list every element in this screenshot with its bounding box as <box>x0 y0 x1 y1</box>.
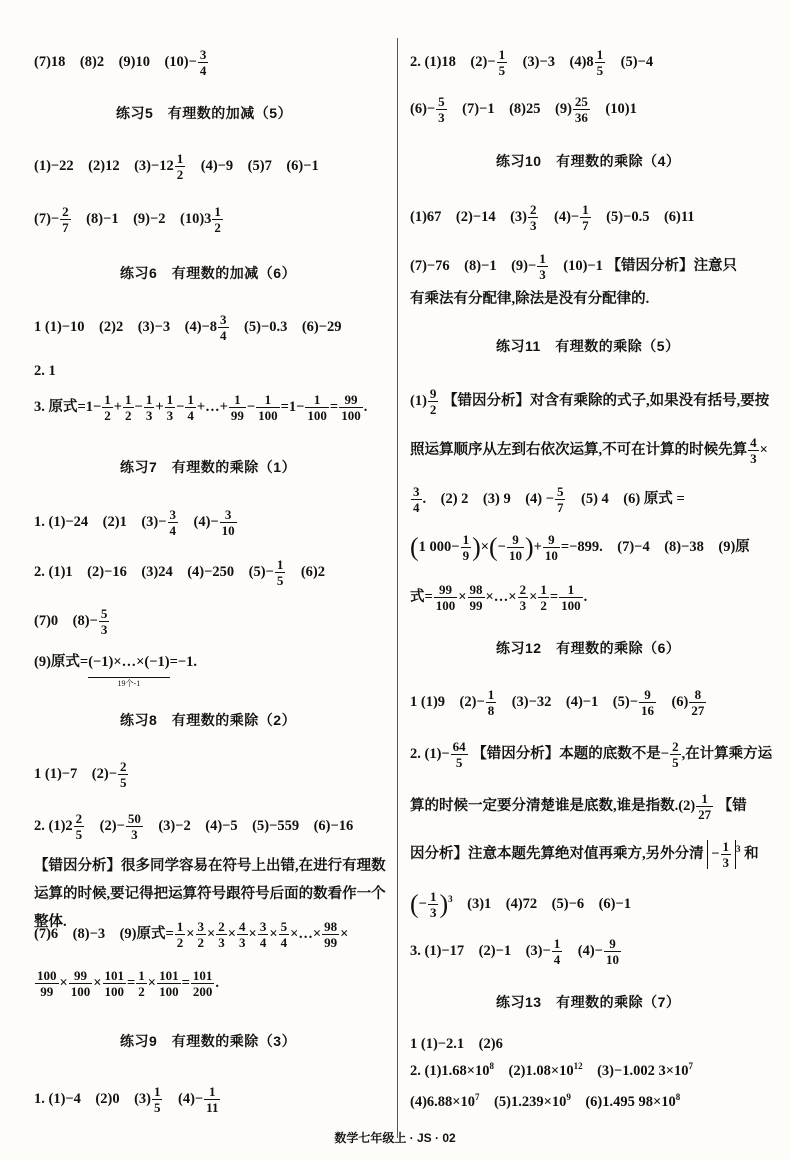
ex12-answers-q2: 2. (1)− $\frac{64}{5}$ 【错因分析】本题的底数不是− $\frac{2}{5}$ ,在计算乘方运 <box>410 739 773 770</box>
label-error-analysis: 【错因分析】 <box>34 858 121 874</box>
ex6-answers-q1: 1 (1)−10 (2)2 (3)−3 (4)−8 $\frac{3}{4}$ (5)−0.3 (6)−29 <box>34 312 342 343</box>
ex11-answers-line3: $\frac{3}{4}$ . (2) 2 (3) 9 (4) − $\frac{5}{7}$ (5) 4 (6) 原式 = <box>413 484 685 515</box>
label-original: 原式 <box>643 490 673 507</box>
ex8-answers-q2c: $\frac{100}{99}$ × $\frac{99}{100}$ × $\frac{101}{100}$ = $\frac{1}{2}$ × $\frac{101}{100}$ = $\frac{101}{200}$ . <box>37 968 219 999</box>
heading-ex13: 练习13 有理数的乘除（7） <box>496 994 681 1010</box>
page-footer: 数学七年级上 · JS · 02 <box>334 1131 456 1145</box>
ex9-answers-q1: 1. (1)−4 (2)0 (3) $\frac{1}{5}$ (4)− $\frac{1}{11}$ <box>34 1084 219 1115</box>
heading-ex8: 练习8 有理数的乘除（2） <box>120 712 297 728</box>
ex13-answers-q2b: $(4)6.88\times 10^7$ $(5)1.239\times 10^9$ (6)1.495 $98\times 10^8$ <box>410 1092 681 1110</box>
heading-ex9: 练习9 有理数的乘除（3） <box>120 1033 297 1049</box>
ex12-answers-q2b: (− $\frac{1}{3}$ )$^3$ (3)1 (4)72 (5)−6 (6)−1 <box>410 889 632 920</box>
ex4-answers-tail: (7)18 (8)2 (9)10 (10)− $\frac{3}{4}$ <box>34 47 207 78</box>
ex13-answers-q2: 2. $(1)1.68\times 10^8$ $(2)1.08\times 10^{12}$ (3)−1.002 $3\times 10^7$ <box>410 1061 694 1079</box>
ex7-answers-q2: 2. (1)1 (2)−16 (3)24 (4)−250 (5)− $\frac{1}{5}$ (6)2 <box>34 557 325 588</box>
ex8-answers-q1: 1 (1)−7 (2)− $\frac{2}{5}$ <box>34 759 127 790</box>
ex10-note-line2: 有乘法有分配律,除法是没有分配律的. <box>410 291 650 307</box>
label-original: 原式 <box>48 398 78 415</box>
ex12-note-line3: 因分析】注意本题先算绝对值再乘方,另外分清 − $\frac{1}{3}$ $^3$ 和 <box>410 839 759 870</box>
heading-ex5: 练习5 有理数的加减（5） <box>116 105 293 121</box>
label-original: 原式 <box>50 654 80 670</box>
ex11-answers-line1: (1) $\frac{9}{2}$ 【错因分析】对含有乘除的式子,如果没有括号,要按 <box>410 386 770 417</box>
heading-ex6: 练习6 有理数的加减（6） <box>120 265 297 281</box>
ex5-answers-line1: (1)−22 (2)12 (3)−12 $\frac{1}{2}$ (4)−9 (5)7 (6)−1 <box>34 151 319 182</box>
ex11-answers-line4: (1 000− $\frac{1}{9}$ )×(− $\frac{9}{10}$ )+ $\frac{9}{10}$ =−899. (7)−4 (8)−38 (9)原 <box>410 532 750 563</box>
ex12-answers-q3: 3. (1)−17 (2)−1 (3)− $\frac{1}{4}$ (4)− $\frac{9}{10}$ <box>410 936 619 967</box>
ex10-answers-line1: (1)67 (2)−14 (3) $\frac{2}{3}$ (4)− $\frac{1}{7}$ (5)−0.5 (6)11 <box>410 202 695 233</box>
ex12-answers-q1: 1 (1)9 (2)− $\frac{1}{8}$ (3)−32 (4)−1 (5)− $\frac{9}{16}$ (6) $\frac{8}{27}$ <box>410 687 705 718</box>
ex8-answers-q2b: (7)6 (8)−3 (9)原式= $\frac{1}{2}$ × $\frac{3}{2}$ × $\frac{2}{3}$ × $\frac{4}{3}$ × $\frac{3}{4}$ × $\frac{5}{4}$ ×…× $\frac{98}{99}$ × <box>34 919 349 950</box>
ex6-answers-q3: 3. 原式=1− $\frac{1}{2}$ + $\frac{1}{2}$ − $\frac{1}{3}$ + $\frac{1}{3}$ − $\frac{1}{4}$ +…+ $\frac{1}{99}$ − $\frac{1}{100}$ =1− $\frac{1}{100}$ = $\frac{99}{100}$ . <box>34 392 368 423</box>
ex6-answers-q2: 2. 1 <box>34 363 56 379</box>
ex9-answers-q2b: (6)− $\frac{5}{3}$ (7)−1 (8)25 (9) $\frac{25}{36}$ (10)1 <box>410 94 637 125</box>
ex8-answers-q2: 2. (1)2 $\frac{2}{5}$ (2)− $\frac{50}{3}$ (3)−2 (4)−5 (5)−559 (6)−16 <box>34 811 354 842</box>
label-error-analysis: 【错因分析】 <box>472 745 560 762</box>
ex5-answers-line2: (7)− $\frac{2}{7}$ (8)−1 (9)−2 (10)3 $\frac{1}{2}$ <box>34 204 221 235</box>
column-divider <box>397 38 398 1138</box>
ex11-note-line2: 照运算顺序从左到右依次运算,不可在计算的时候先算 $\frac{4}{3}$ × <box>410 435 768 466</box>
ex11-answers-line5: 式= $\frac{99}{100}$ × $\frac{98}{99}$ ×…× $\frac{2}{3}$ × $\frac{1}{2}$ = $\frac{1}{100}$ . <box>410 582 588 613</box>
ex8-error-analysis: 【错因分析】很多同学容易在符号上出错,在进行有理数运算的时候,要记得把运算符号跟符号后面的数看作一个整体. <box>34 858 386 930</box>
heading-ex7: 练习7 有理数的乘除（1） <box>120 459 297 475</box>
ex7-answers-q1: 1. (1)−24 (2)1 (3)− $\frac{3}{4}$ (4)− $\frac{3}{10}$ <box>34 507 235 538</box>
heading-ex12: 练习12 有理数的乘除（6） <box>496 640 681 656</box>
ex10-answers-line2: (7)−76 (8)−1 (9)− $\frac{1}{3}$ (10)−1 【错因分析】注意只 <box>410 251 738 282</box>
ex9-answers-q2: 2. (1)18 (2)− $\frac{1}{5}$ (3)−3 (4)8 $\frac{1}{5}$ (5)−4 <box>410 47 654 78</box>
label-error-analysis: 【错因分析】 <box>443 392 531 409</box>
ex12-note-line2: 算的时候一定要分清楚谁是底数,谁是指数.(2) $\frac{1}{27}$ 【错 <box>410 791 747 822</box>
heading-ex10: 练习10 有理数的乘除（4） <box>496 153 681 169</box>
ex7-answers-q2c: (9)原式=(−1)×…×(−1) 19个-1 =−1. <box>34 653 197 678</box>
label-error-analysis: 【错因分析】 <box>606 257 694 274</box>
heading-ex11: 练习11 有理数的乘除（5） <box>496 338 680 354</box>
underbrace-note: 19个-1 <box>117 679 141 688</box>
ex13-answers-q1: 1 (1)−2.1 (2)6 <box>410 1036 503 1052</box>
ex7-answers-q2b: (7)0 (8)− $\frac{5}{3}$ <box>34 606 108 637</box>
label-original: 原式 <box>136 925 166 942</box>
